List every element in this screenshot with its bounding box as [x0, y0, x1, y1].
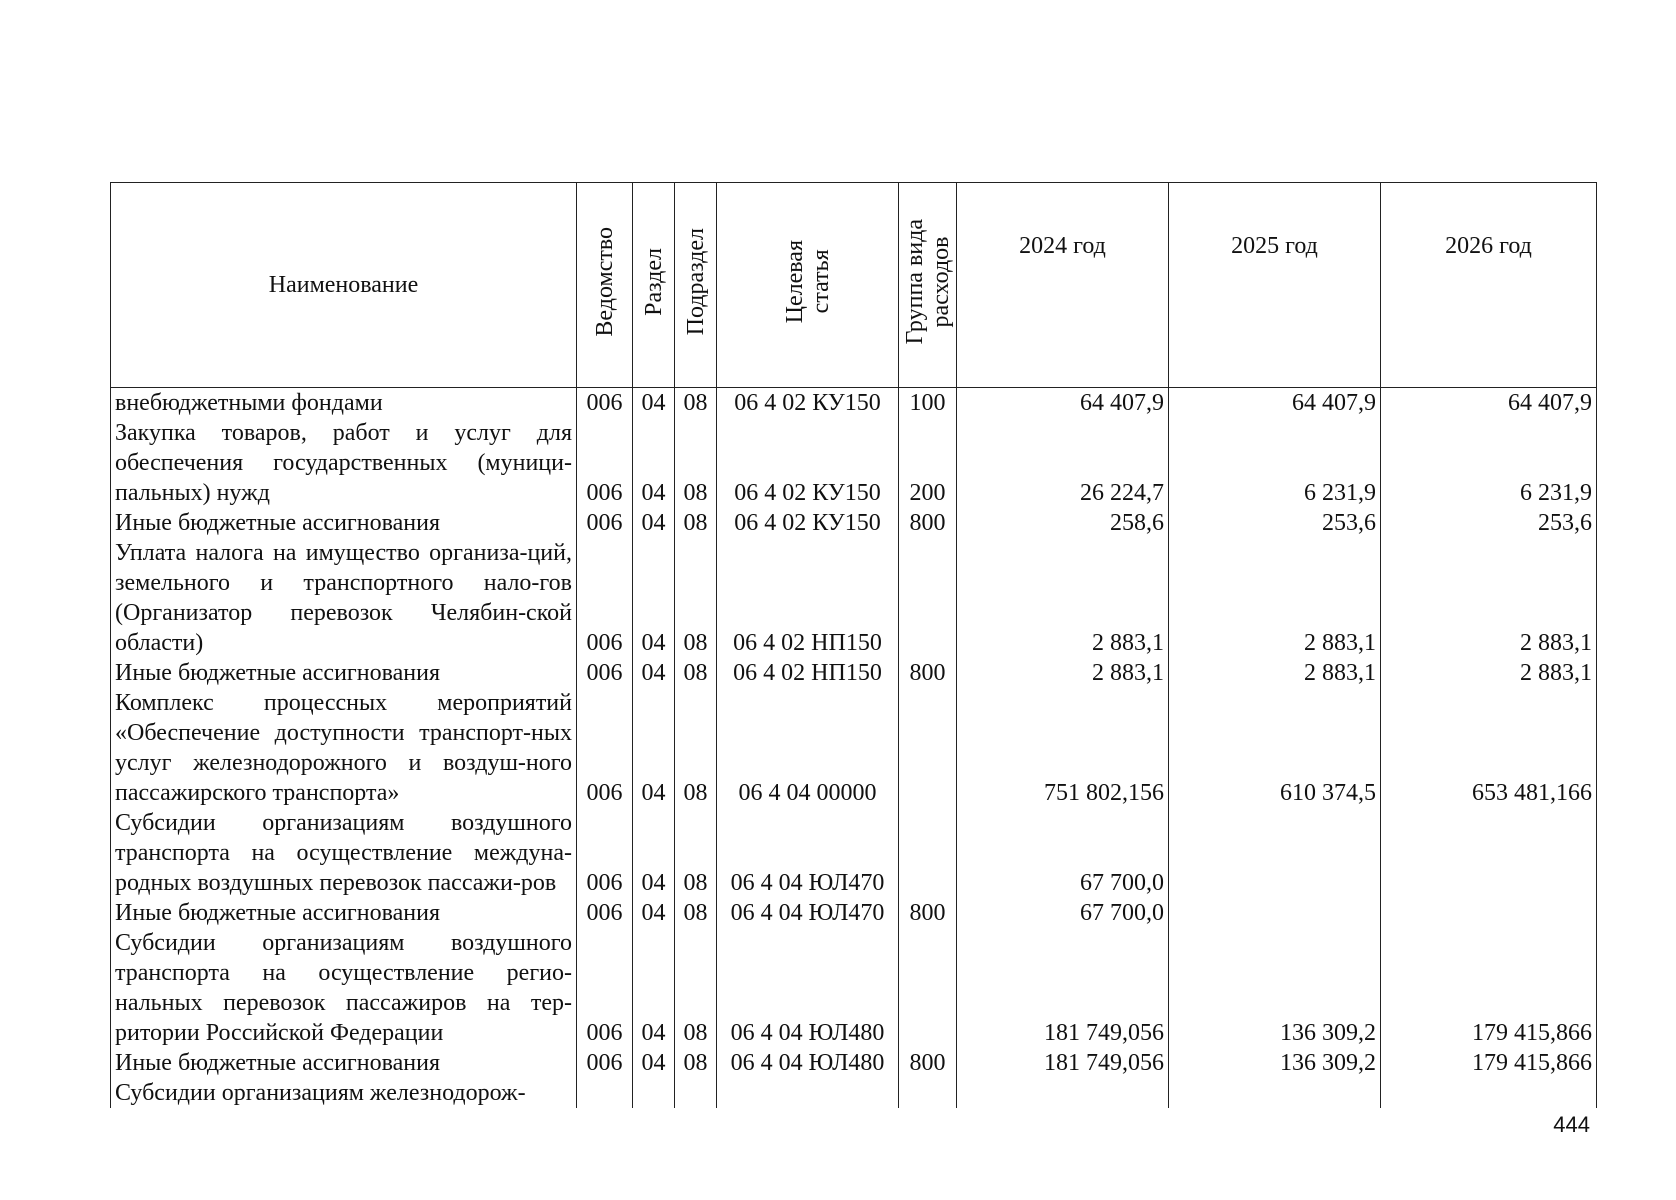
table-row	[111, 898, 1597, 928]
cell-name: Субсидии организациям воздушного транспорта на осуществление междуна-родных воздушных перевозок пассажи-ров	[111, 808, 577, 898]
cell-target: 06 4 04 ЮЛ470	[717, 898, 899, 928]
header-2026: 2026 год	[1381, 183, 1597, 388]
cell-department: 006	[577, 388, 633, 419]
table-row	[111, 688, 1597, 808]
table-row	[111, 808, 1597, 898]
header-2025: 2025 год	[1169, 183, 1381, 388]
header-subsection: Подраздел	[675, 183, 717, 388]
cell-expense-group: 800	[899, 1048, 957, 1078]
cell-section: 04	[633, 658, 675, 688]
cell-subsection: 08	[675, 898, 717, 928]
cell-2025: 6 231,9	[1169, 418, 1381, 508]
cell-target: 06 4 02 КУ150	[717, 388, 899, 419]
table-row	[111, 388, 1597, 419]
cell-2026: 6 231,9	[1381, 418, 1597, 508]
cell-2026	[1381, 898, 1597, 928]
cell-2026: 2 883,1	[1381, 658, 1597, 688]
cell-2026: 253,6	[1381, 508, 1597, 538]
cell-2026: 179 415,866	[1381, 1048, 1597, 1078]
cell-2025: 2 883,1	[1169, 658, 1381, 688]
cell-target: 06 4 04 00000	[717, 688, 899, 808]
cell-section: 04	[633, 508, 675, 538]
cell-2024: 2 883,1	[957, 538, 1169, 658]
table-row	[111, 418, 1597, 508]
cell-2025: 136 309,2	[1169, 1048, 1381, 1078]
cell-name: Субсидии организациям воздушного транспорта на осуществление регио-нальных перевозок пассажиров на тер-ритории Российской Федерации	[111, 928, 577, 1048]
cell-department: 006	[577, 898, 633, 928]
cell-expense-group	[899, 928, 957, 1048]
cell-2024: 67 700,0	[957, 808, 1169, 898]
table-header-row	[111, 183, 1597, 388]
header-name: Наименование	[111, 183, 577, 388]
cell-expense-group: 800	[899, 508, 957, 538]
cell-2026: 2 883,1	[1381, 538, 1597, 658]
cell-section: 04	[633, 388, 675, 419]
cell-expense-group	[899, 808, 957, 898]
cell-target: 06 4 04 ЮЛ470	[717, 808, 899, 898]
cell-subsection: 08	[675, 688, 717, 808]
cell-department: 006	[577, 808, 633, 898]
budget-table	[110, 182, 1597, 1108]
cell-target: 06 4 02 НП150	[717, 658, 899, 688]
cell-2025	[1169, 1078, 1381, 1108]
header-expense-group: Группа вида расходов	[899, 183, 957, 388]
cell-department: 006	[577, 658, 633, 688]
cell-section	[633, 1078, 675, 1108]
cell-expense-group: 800	[899, 658, 957, 688]
cell-target: 06 4 04 ЮЛ480	[717, 928, 899, 1048]
table-row	[111, 538, 1597, 658]
cell-section: 04	[633, 418, 675, 508]
cell-section: 04	[633, 928, 675, 1048]
header-target: Целевая статья	[717, 183, 899, 388]
cell-2025: 253,6	[1169, 508, 1381, 538]
cell-name: Субсидии организациям железнодорож-	[111, 1078, 577, 1108]
cell-name: Комплекс процессных мероприятий «Обеспечение доступности транспорт-ных услуг железнодорожного и воздуш-ного пассажирского транспорта»	[111, 688, 577, 808]
cell-subsection	[675, 1078, 717, 1108]
cell-name: Иные бюджетные ассигнования	[111, 898, 577, 928]
page-number: 444	[1553, 1112, 1590, 1137]
cell-section: 04	[633, 898, 675, 928]
cell-section: 04	[633, 538, 675, 658]
cell-department	[577, 1078, 633, 1108]
cell-section: 04	[633, 688, 675, 808]
cell-subsection: 08	[675, 508, 717, 538]
cell-expense-group: 800	[899, 898, 957, 928]
cell-subsection: 08	[675, 928, 717, 1048]
cell-name: Уплата налога на имущество организа-ций, земельного и транспортного нало-гов (Организатор перевозок Челябин-ской области)	[111, 538, 577, 658]
cell-2026	[1381, 808, 1597, 898]
table-body	[111, 388, 1597, 1109]
table-row	[111, 1078, 1597, 1108]
cell-target: 06 4 02 КУ150	[717, 418, 899, 508]
cell-subsection: 08	[675, 658, 717, 688]
header-section: Раздел	[633, 183, 675, 388]
cell-expense-group: 200	[899, 418, 957, 508]
cell-department: 006	[577, 1048, 633, 1078]
cell-2025	[1169, 808, 1381, 898]
cell-2024: 64 407,9	[957, 388, 1169, 419]
cell-department: 006	[577, 688, 633, 808]
cell-name: внебюджетными фондами	[111, 388, 577, 419]
cell-2025: 64 407,9	[1169, 388, 1381, 419]
cell-expense-group: 100	[899, 388, 957, 419]
cell-expense-group	[899, 1078, 957, 1108]
cell-name: Закупка товаров, работ и услуг для обеспечения государственных (муници-пальных) нужд	[111, 418, 577, 508]
cell-2024: 181 749,056	[957, 1048, 1169, 1078]
table-row	[111, 928, 1597, 1048]
cell-subsection: 08	[675, 388, 717, 419]
cell-department: 006	[577, 418, 633, 508]
cell-target	[717, 1078, 899, 1108]
cell-expense-group	[899, 688, 957, 808]
header-2024: 2024 год	[957, 183, 1169, 388]
cell-subsection: 08	[675, 808, 717, 898]
cell-2024: 181 749,056	[957, 928, 1169, 1048]
header-department: Ведомство	[577, 183, 633, 388]
cell-2024: 751 802,156	[957, 688, 1169, 808]
cell-department: 006	[577, 538, 633, 658]
cell-expense-group	[899, 538, 957, 658]
cell-2026	[1381, 1078, 1597, 1108]
cell-2025: 610 374,5	[1169, 688, 1381, 808]
cell-department: 006	[577, 508, 633, 538]
cell-2025: 2 883,1	[1169, 538, 1381, 658]
cell-section: 04	[633, 1048, 675, 1078]
cell-target: 06 4 04 ЮЛ480	[717, 1048, 899, 1078]
cell-section: 04	[633, 808, 675, 898]
cell-department: 006	[577, 928, 633, 1048]
cell-2026: 179 415,866	[1381, 928, 1597, 1048]
table-row	[111, 658, 1597, 688]
cell-2026: 64 407,9	[1381, 388, 1597, 419]
cell-target: 06 4 02 НП150	[717, 538, 899, 658]
table-row	[111, 508, 1597, 538]
cell-target: 06 4 02 КУ150	[717, 508, 899, 538]
cell-subsection: 08	[675, 418, 717, 508]
cell-subsection: 08	[675, 538, 717, 658]
cell-name: Иные бюджетные ассигнования	[111, 1048, 577, 1078]
cell-name: Иные бюджетные ассигнования	[111, 658, 577, 688]
cell-2024: 26 224,7	[957, 418, 1169, 508]
cell-2024	[957, 1078, 1169, 1108]
cell-2025: 136 309,2	[1169, 928, 1381, 1048]
cell-2025	[1169, 898, 1381, 928]
cell-name: Иные бюджетные ассигнования	[111, 508, 577, 538]
cell-subsection: 08	[675, 1048, 717, 1078]
table-row	[111, 1048, 1597, 1078]
cell-2024: 2 883,1	[957, 658, 1169, 688]
cell-2026: 653 481,166	[1381, 688, 1597, 808]
cell-2024: 67 700,0	[957, 898, 1169, 928]
cell-2024: 258,6	[957, 508, 1169, 538]
